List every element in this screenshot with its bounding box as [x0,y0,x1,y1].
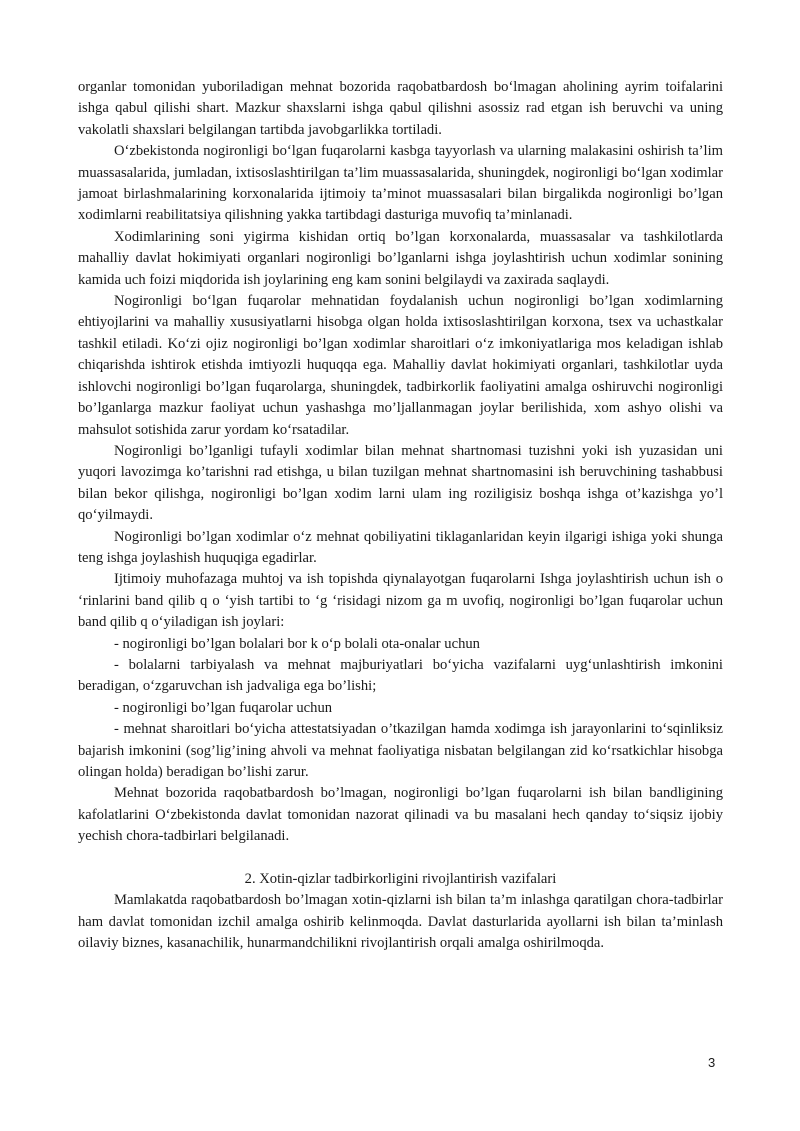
page-number: 3 [708,1055,716,1070]
paragraph-quota: Xodimlarining soni yigirma kishidan ortiq bo’lgan korxonalarda, muassasalar va tashkilotlarda mahalliy davlat hokimiyati organlari nogironligi bo’lganlarni ishga joylashtirish uchun xodimlar sonining kamida uch foizi miqdorida ish joylarining eng kam sonini belgilaydi va zaxirada saqlaydi. [78,228,723,288]
list-item: - nogironligi bo’lgan bolalari bor k o‘p bolali ota-onalar uchun [114,635,480,652]
section-heading: 2. Xotin-qizlar tadbirkorligini rivojlantirish vazifalari [244,871,557,888]
paragraph-specialized-enterprises: Nogironligi bo‘lgan fuqarolar mehnatidan foydalanish uchun nogironligi bo’lgan xodimlarning ehtiyojlarini va mahalliy xususiyatlarni hisobga olgan holda ixtisoslashtirilgan korxona, tsex va uchastkalar tashkil etiladi. Ko‘zi ojiz nogironligi bo’lgan xodimlar sharoitlari o‘z imkoniyatlariga mos keladigan ishlab chiqarishda ishtirok etishda imtiyozli huquqqa ega. Mahalliy davlat hokimiyati organlari, tashkilotlar uyda ishlovchi nogironligi bo’lgan fuqarolarga, shuningdek, tadbirkorlik faoliyatini amalga oshiruvchi nogironligi bo’lganlarga mazkur faoliyat uchun yashashga mo’ljallanmagan joylar berilishida, xom ashyo olishi va mahsulot sotishida zarur yordam ko‘rsatadilar. [78,293,723,438]
paragraph-reinstatement: Nogironligi bo’lgan xodimlar o‘z mehnat qobiliyatini tiklaganlaridan keyin ilgarigi ishiga yoki shunga teng ishga joylashish huquqiga egadirlar. [78,528,723,566]
section-spacer [78,848,723,869]
paragraph-continuation: organlar tomonidan yuboriladigan mehnat bozorida raqobatbardosh bo‘lmagan aholining ayrim toifalarini ishga qabul qilishi shart. Mazkur shaxslarni ishga qabul qilishni asossiz rad etgan ish beruvchi va uning vakolatli shaxslari belgilangan tartibda javobgarlikka tortiladi. [78,79,723,138]
list-item: - nogironligi bo’lgan fuqarolar uchun [114,699,333,716]
paragraph-discrimination-ban: Nogironligi bo’lganligi tufayli xodimlar bilan mehnat shartnomasi tuzishni yoki ish yuzasidan uni yuqori lavozimga ko’tarishni rad etishga, u bilan tuzilgan mehnat shartnomasini ish beruvchining tashabbusi bilan bekor qilishga, nogironligi bo’lgan xodim larni ulam ing roziligisiz boshqa ishga ot’kazishga yo’l qo‘yilmaydi. [78,442,723,524]
paragraph-guarantees: Mehnat bozorida raqobatbardosh bo’lmagan, nogironligi bo’lgan fuqarolarni ish bilan bandligining kafolatlarini O‘zbekistonda davlat tomonidan nazorat qilinadi va bu masalani hech qanday to‘siqsiz ijobiy yechish chora-tadbirlari belgilanadi. [78,785,723,845]
list-item: - bolalarni tarbiyalash va mehnat majburiyatlari bo‘yicha vazifalarni uyg‘unlashtirish imkonini beradigan, o‘zgaruvchan ish jadvaliga ega bo’lishi; [78,656,723,695]
paragraph-women-employment: Mamlakatda raqobatbardosh bo’lmagan xotin-qizlarni ish bilan ta’m inlashga qaratilgan chora-tadbirlar ham davlat tomonidan izchil amalga oshirib kelinmoqda. Davlat dasturlarida ayollarni ish bilan ta’minlash oilaviy biznes, kasanachilik, hunarmandchilikni rivojlantirish orqali amalga oshirilmoqda. [78,892,723,952]
paragraph-reserved-jobs: Ijtimoiy muhofazaga muhtoj va ish topishda qiynalayotgan fuqarolarni Ishga joylashtirish uchun ish o ‘rinlarini band qilib q o ‘yish tartibi to ‘g ‘risidagi nizom ga m uvofiq, nogironligi bo’lgan fuqarolar uchun band qilib q o‘yiladigan ish joylari: [78,571,723,631]
list-item: - mehnat sharoitlari bo‘yicha attestatsiyadan o’tkazilgan hamda xodimga ish jarayonlarini to‘sqinliksiz bajarish imkonini (sog’lig’ining ahvoli va mehnat faoliyatiga nisbatan belgilangan zid ko‘rsatkichlar hisobga olingan holda) beradigan bo’lishi zarur. [78,721,723,780]
paragraph-training: O‘zbekistonda nogironligi bo‘lgan fuqarolarni kasbga tayyorlash va ularning malakasini oshirish ta’lim muassasalarida, jumladan, ixtisoslashtirilgan ta’lim muassasalarida, shuningdek, nogironligi bo‘lgan xodimlar jamoat birlashmalarining korxonalarida ijtimoiy ta’minot muassasalari bilan birgalikda nogironligi bo’lgan xodimlarni reabilitatsiya qilishning yakka tartibdagi dasturiga muvofiq ta’minlanadi. [78,143,723,224]
document-page [78,77,723,955]
